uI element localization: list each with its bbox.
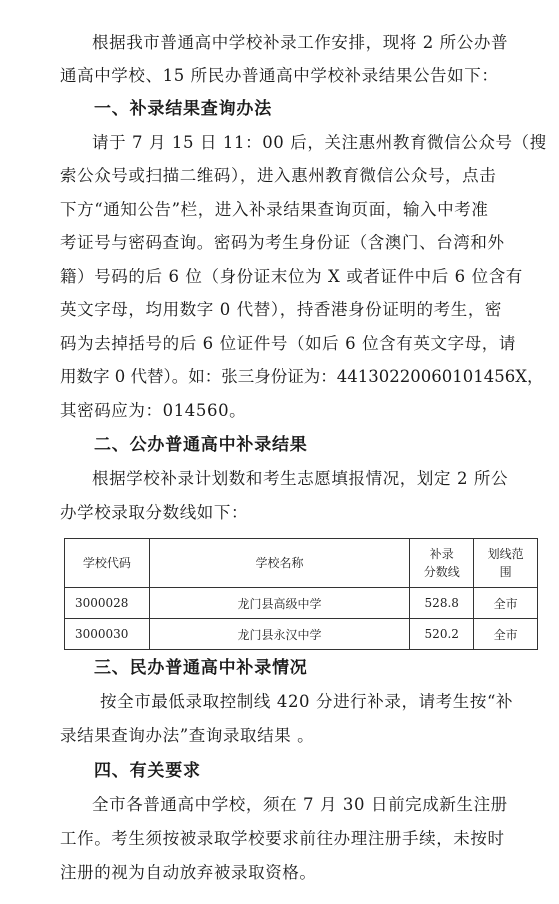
table-row: [65, 619, 538, 650]
score-line-cell: 528.8: [410, 588, 474, 619]
paragraph-line: 全市各普通高中学校，须在 7 月 30 日前完成新生注册: [92, 795, 508, 814]
section-heading: 一、补录结果查询办法: [94, 99, 272, 119]
table-header-cell: 补录 分数线: [410, 539, 474, 588]
table-header-cell: 划线范 围: [474, 539, 538, 588]
section-heading: 四、有关要求: [94, 761, 201, 781]
table-header-row: [65, 539, 538, 588]
paragraph-line: 索公众号或扫描二维码），进入惠州教育微信公众号，点击: [60, 166, 497, 185]
scope-cell: 全市: [474, 588, 538, 619]
school-name-cell: 龙门县永汉中学: [149, 619, 410, 650]
paragraph-line: 请于 7 月 15 日 11：00 后，关注惠州教育微信公众号（搜: [92, 133, 547, 152]
paragraph-line: 考证号与密码查询。密码为考生身份证（含澳门、台湾和外: [60, 233, 505, 252]
paragraph-line: 工作。考生须按被录取学校要求前往办理注册手续，未按时: [60, 829, 505, 848]
table-header-cell: 学校代码: [65, 539, 150, 588]
section-heading: 二、公办普通高中补录结果: [94, 435, 308, 455]
school-code-cell: 3000028: [65, 588, 150, 619]
paragraph-line: 录结果查询办法”查询录取结果 。: [60, 726, 315, 745]
paragraph-line: 按全市最低录取控制线 420 分进行补录，请考生按“补: [100, 692, 514, 711]
paragraph-line: 码为去掉括号的后 6 位证件号（如后 6 位含有英文字母，请: [60, 334, 516, 353]
section-heading: 三、民办普通高中补录情况: [94, 658, 308, 678]
paragraph-line: 英文字母，均用数字 0 代替），持香港身份证明的考生，密: [60, 300, 503, 319]
school-name-cell: 龙门县高级中学: [149, 588, 410, 619]
paragraph-line: 籍）号码的后 6 位（身份证末位为 X 或者证件中后 6 位含有: [60, 267, 523, 286]
paragraph-line: 下方“通知公告”栏，进入补录结果查询页面，输入中考准: [60, 200, 489, 219]
intro-line: 通高中学校、15 所民办普通高中学校补录结果公告如下：: [60, 66, 499, 85]
table-header-cell: 学校名称: [149, 539, 410, 588]
paragraph-line: 办学校录取分数线如下：: [60, 503, 249, 522]
school-code-cell: 3000030: [65, 619, 150, 650]
paragraph-line: 其密码应为：014560。: [60, 401, 247, 420]
paragraph-line: 注册的视为自动放弃被录取资格。: [60, 863, 317, 882]
paragraph-line: 用数字 0 代替）。如：张三身份证为：44130220060101456X，: [60, 367, 544, 386]
score-line-cell: 520.2: [410, 619, 474, 650]
scope-cell: 全市: [474, 619, 538, 650]
intro-line: 根据我市普通高中学校补录工作安排，现将 2 所公办普: [92, 33, 509, 52]
paragraph-line: 根据学校补录计划数和考生志愿填报情况，划定 2 所公: [92, 469, 509, 488]
table-row: [65, 588, 538, 619]
admission-score-table: [64, 538, 538, 650]
